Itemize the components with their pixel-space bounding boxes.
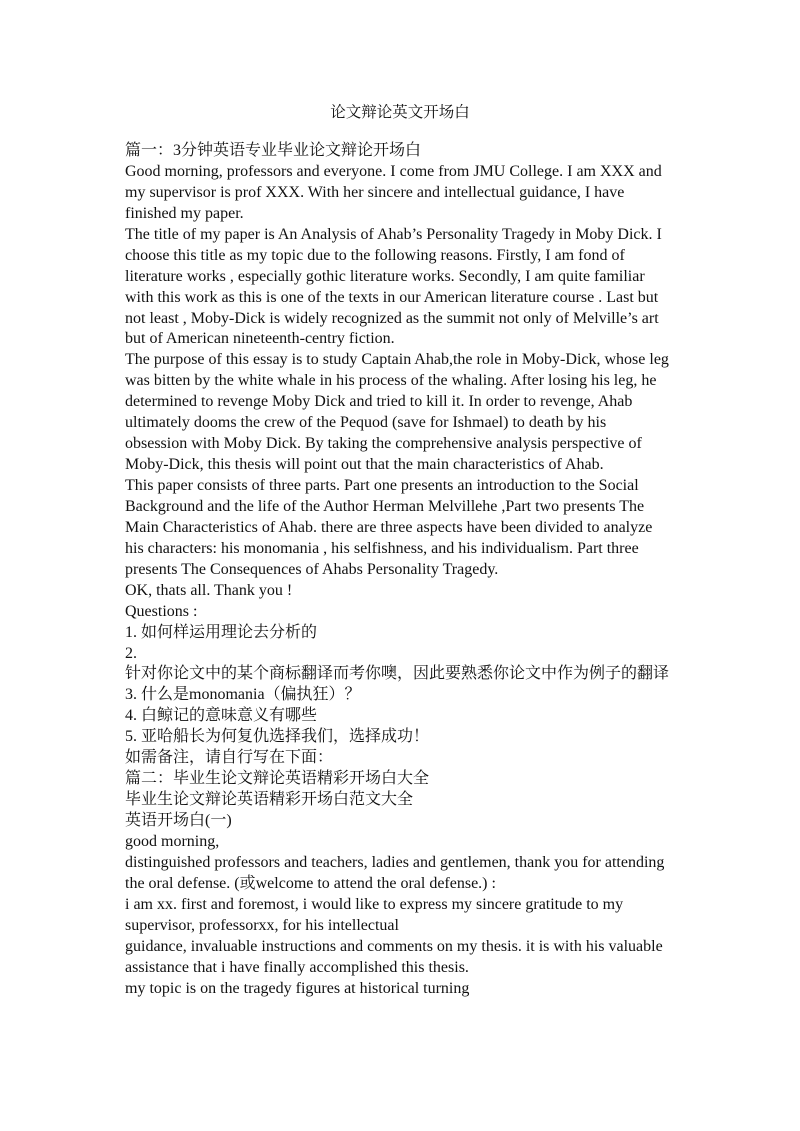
text-line: Questions : bbox=[125, 602, 198, 620]
text-line: The title of my paper is An Analysis of Ahab’s Personality Tragedy in Moby Dick. I bbox=[125, 225, 662, 243]
text-line: supervisor, professorxx, for his intellectual bbox=[125, 916, 399, 934]
text-line: 篇二：毕业生论文辩论英语精彩开场白大全 bbox=[125, 770, 430, 788]
text-line: my topic is on the tragedy figures at historical turning bbox=[125, 979, 470, 997]
text-line: 1. 如何样运用理论去分析的 bbox=[125, 623, 318, 641]
text-line: Moby-Dick, this thesis will point out that the main characteristics of Ahab. bbox=[125, 456, 604, 474]
text-line: The purpose of this essay is to study Captain Ahab,the role in Moby-Dick, whose leg bbox=[125, 351, 669, 369]
text-line: assistance that i have finally accomplished this thesis. bbox=[125, 958, 469, 976]
text-line: Background and the life of the Author Herman Melvillehe ,Part two presents The bbox=[125, 497, 645, 515]
text-line: literature works , especially gothic literature works. Secondly, I am quite familiar bbox=[125, 267, 645, 285]
text-line: determined to revenge Moby Dick and tried to kill it. In order to revenge, Ahab bbox=[125, 393, 633, 411]
text-line: with this work as this is one of the texts in our American literature course . Last but bbox=[125, 288, 659, 306]
text-line: but of American nineteenth-centry fiction. bbox=[125, 330, 395, 348]
text-line: 如需备注，请自行写在下面： bbox=[125, 749, 334, 767]
text-line: Main Characteristics of Ahab. there are three aspects have been divided to analyze bbox=[125, 518, 653, 536]
text-line: 英语开场白(一) bbox=[125, 812, 232, 829]
text-line: the oral defense. (或welcome to attend the oral defense.) : bbox=[125, 874, 496, 892]
text-line: Good morning, professors and everyone. I come from JMU College. I am XXX and bbox=[125, 162, 662, 180]
text-line: finished my paper. bbox=[125, 204, 244, 222]
text-line: 5. 亚哈船长为何复仇选择我们，选择成功！ bbox=[125, 728, 430, 746]
text-line: ultimately dooms the crew of the Pequod (save for Ishmael) to death by his bbox=[125, 414, 607, 432]
text-line: not least , Moby-Dick is widely recognized as the summit not only of Melville’s art bbox=[125, 309, 659, 327]
text-line: good morning, bbox=[125, 832, 220, 850]
text-line: was bitten by the white whale in his process of the whaling. After losing his leg, he bbox=[125, 372, 657, 390]
document-title: 论文辩论英文开场白 bbox=[330, 104, 470, 121]
text-line: 3. 什么是monomania（偏执狂）？ bbox=[125, 686, 361, 704]
text-line: OK, thats all. Thank you ! bbox=[125, 581, 293, 599]
text-line: 篇一：3分钟英语专业毕业论文辩论开场白 bbox=[125, 142, 422, 159]
text-line: i am xx. first and foremost, i would like to express my sincere gratitude to my bbox=[125, 895, 624, 913]
text-line: my supervisor is prof XXX. With her sincere and intellectual guidance, I have bbox=[125, 183, 625, 201]
text-line: presents The Consequences of Ahabs Personality Tragedy. bbox=[125, 560, 499, 578]
text-line: 毕业生论文辩论英语精彩开场白范文大全 bbox=[125, 791, 414, 809]
text-line: obsession with Moby Dick. By taking the comprehensive analysis perspective of bbox=[125, 435, 642, 453]
text-line: 针对你论文中的某个商标翻译而考你噢，因此要熟悉你论文中作为例子的翻译 bbox=[125, 665, 670, 683]
text-line: 2. bbox=[125, 644, 137, 662]
text-line: choose this title as my topic due to the following reasons. Firstly, I am fond of bbox=[125, 246, 625, 264]
document-body bbox=[125, 141, 685, 999]
text-line: distinguished professors and teachers, ladies and gentlemen, thank you for attending bbox=[125, 853, 665, 871]
text-line: This paper consists of three parts. Part one presents an introduction to the Social bbox=[125, 477, 639, 494]
text-line: 4. 白鲸记的意味意义有哪些 bbox=[125, 707, 318, 725]
text-line: guidance, invaluable instructions and comments on my thesis. it is with his valuable bbox=[125, 937, 663, 955]
text-line: his characters: his monomania , his selfishness, and his individualism. Part three bbox=[125, 539, 639, 557]
